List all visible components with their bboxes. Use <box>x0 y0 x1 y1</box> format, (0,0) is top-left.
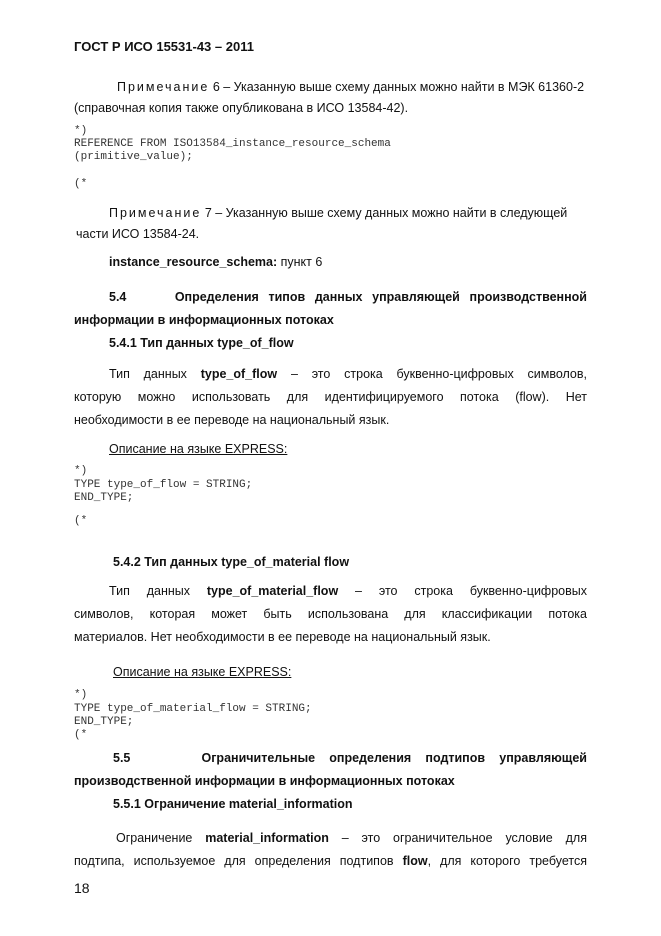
note-label: Примечание <box>109 206 202 220</box>
document-header: ГОСТ Р ИСО 15531-43 – 2011 <box>74 39 254 54</box>
text-run: Тип данных <box>109 584 207 598</box>
type-name: type_of_material_flow <box>206 584 339 598</box>
code-line: (* <box>74 515 88 527</box>
section-5-4-heading-line-1 <box>109 290 587 304</box>
section-5-4-1-heading: 5.4.1 Тип данных type_of_flow <box>109 336 294 350</box>
paragraph-line: материалов. Нет необходимости в ее переводе на национальный язык. <box>74 630 491 644</box>
code-line: (* <box>74 178 88 190</box>
note-6-line-1 <box>117 80 584 94</box>
paragraph-line <box>116 831 587 845</box>
type-name: flow <box>402 854 428 868</box>
text-run: , для которого требуется <box>427 854 587 868</box>
page-number: 18 <box>74 880 90 896</box>
code-line: END_TYPE; <box>74 492 134 504</box>
code-line: (primitive_value); <box>74 151 193 163</box>
section-title: Определения типов данных управляющей производственной <box>174 290 587 304</box>
section-5-4-heading-line-2: информации в информационных потоках <box>74 313 334 327</box>
section-number: 5.4 <box>109 290 127 304</box>
paragraph-line: необходимости в ее переводе на национальный язык. <box>74 413 390 427</box>
paragraph-line: которую можно использовать для идентифицируемого потока (flow). Нет <box>74 390 587 404</box>
note-label: Примечание <box>117 80 210 94</box>
text-run: – это ограничительное условие для <box>328 831 587 845</box>
text-run: подтипа, используемое для определения подтипов <box>74 854 403 868</box>
code-line: REFERENCE FROM ISO13584_instance_resource_schema <box>74 138 391 150</box>
paragraph-line: символов, которая может быть использована для классификации потока <box>74 607 587 621</box>
text-run: Тип данных <box>109 367 201 381</box>
code-line: TYPE type_of_material_flow = STRING; <box>74 703 312 715</box>
code-line: *) <box>74 465 88 477</box>
schema-clause: пункт 6 <box>277 255 323 269</box>
code-line: TYPE type_of_flow = STRING; <box>74 479 253 491</box>
section-5-4-2-heading: 5.4.2 Тип данных type_of_material flow <box>113 555 350 569</box>
section-5-5-heading-line-1 <box>113 751 587 765</box>
paragraph-line <box>109 584 587 598</box>
code-line: END_TYPE; <box>74 716 134 728</box>
type-name: type_of_flow <box>200 367 278 381</box>
express-description-label: Описание на языке EXPRESS: <box>109 442 288 456</box>
section-5-5-1-heading: 5.5.1 Ограничение material_information <box>113 797 353 811</box>
note-6-line-2: (справочная копия также опубликована в ИСО 13584-42). <box>74 101 409 115</box>
section-number: 5.5 <box>113 751 131 765</box>
express-description-label: Описание на языке EXPRESS: <box>113 665 292 679</box>
note-text: 7 – Указанную выше схему данных можно найти в следующей <box>201 206 568 220</box>
code-line: *) <box>74 125 88 137</box>
note-7-line-1 <box>109 206 567 220</box>
section-5-5-heading-line-2: производственной информации в информационных потоках <box>74 774 455 788</box>
constraint-name: material_information <box>205 831 329 845</box>
paragraph-line <box>74 854 587 868</box>
code-line: *) <box>74 689 88 701</box>
text-run: – это строка буквенно-цифровых символов, <box>277 367 587 381</box>
section-title: Ограничительные определения подтипов управляющей <box>201 751 587 765</box>
schema-reference <box>109 255 322 269</box>
text-run: Ограничение <box>116 831 206 845</box>
note-7-line-2: части ИСО 13584-24. <box>76 227 200 241</box>
code-line: (* <box>74 729 88 741</box>
note-text: 6 – Указанную выше схему данных можно найти в МЭК 61360-2 <box>209 80 585 94</box>
schema-name: instance_resource_schema: <box>109 255 278 269</box>
text-run: – это строка буквенно-цифровых <box>338 584 587 598</box>
paragraph-line <box>109 367 587 381</box>
